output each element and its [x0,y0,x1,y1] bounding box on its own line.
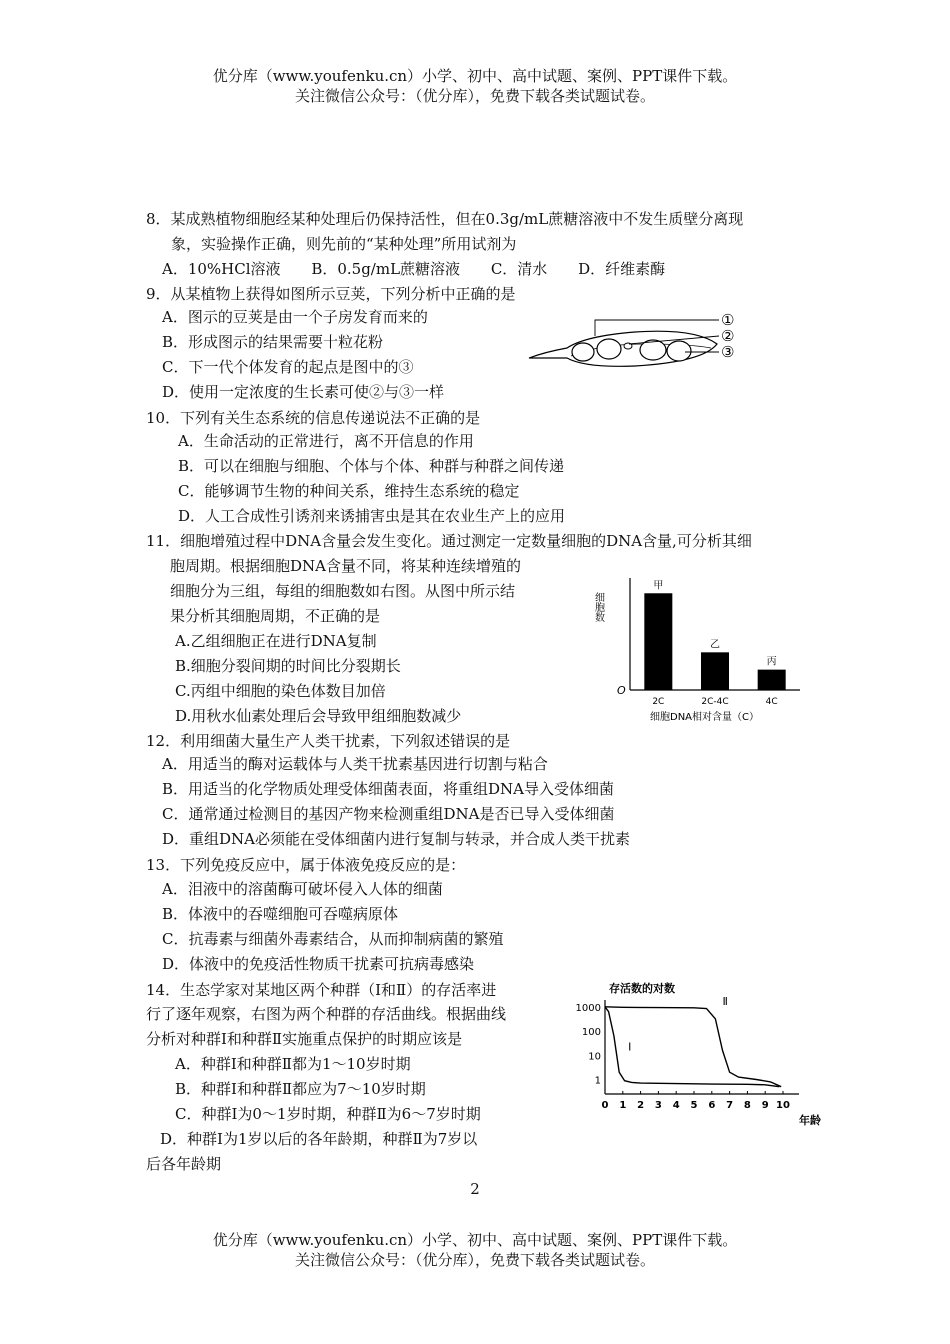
x-tick-label: 1 [619,1100,627,1111]
bar-chart-ylabel: 细胞数 [592,592,604,622]
pea-seed [572,343,594,361]
q13-option-d[interactable]: D．体液中的免疫活性物质干扰素可抗病毒感染 [162,955,475,973]
x-tick-label: 5 [690,1100,698,1111]
q11-stem-3: 细胞分为三组，每组的细胞数如右图。从图中所示结 [170,582,516,600]
q13-option-a[interactable]: A．泪液中的溶菌酶可破坏侵入人体的细菌 [162,880,443,898]
series-label-2: Ⅱ [722,994,728,1008]
q11-option-d[interactable]: D.用秋水仙素处理后会导致甲组细胞数减少 [175,707,462,725]
q8-options [162,258,691,279]
bar-chart-origin: O [617,684,626,697]
q12-option-a[interactable]: A．用适当的酶对运载体与人类干扰素基因进行切割与粘合 [162,755,548,773]
q13-option-b[interactable]: B．体液中的吞噬细胞可吞噬病原体 [162,905,399,923]
y-tick-label: 10 [588,1051,601,1063]
page-header [0,66,950,106]
pea-pod-figure [525,306,745,374]
q8-option-b[interactable]: B．0.5g/mL蔗糖溶液 [311,260,461,278]
q10-stem: 10．下列有关生态系统的信息传递说法不正确的是 [146,409,481,427]
q11-option-a[interactable]: A.乙组细胞正在进行DNA复制 [175,632,377,650]
q13-option-c[interactable]: C．抗毒素与细菌外毒素结合，从而抑制病菌的繁殖 [162,930,504,948]
q9-option-b[interactable]: B．形成图示的结果需要十粒花粉 [162,333,384,351]
survival-chart-ticks [576,1003,790,1111]
pea-seed [667,341,691,361]
bar-group-label: 甲 [653,580,664,592]
q9-option-c[interactable]: C．下一代个体发育的起点是图中的③ [162,358,414,376]
q14-option-b[interactable]: B．种群Ⅰ和种群Ⅱ都应为7～10岁时期 [175,1080,426,1098]
q11-stem-1: 11．细胞增殖过程中DNA含量会发生变化。通过测定一定数量细胞的DNA含量,可分析其细 [146,532,752,550]
q12-option-c[interactable]: C．通常通过检测目的基因产物来检测重组DNA是否已导入受体细菌 [162,805,615,823]
q8-option-c[interactable]: C．清水 [490,260,548,278]
bar-chart-marks [644,579,785,707]
dna-content-bar-chart [592,570,815,732]
bar-category-label: 2C [652,697,665,707]
survival-chart-xlabel: 年龄 [799,1114,821,1127]
q9-option-d[interactable]: D．使用一定浓度的生长素可使②与③一样 [162,383,445,401]
x-tick-label: 6 [708,1100,716,1111]
label-3: ③ [721,343,735,361]
bar-4C [758,670,786,690]
footer-line-1: 优分库（www.youfenku.cn）小学、初中、高中试题、案例、PPT课件下载。 [212,1231,738,1249]
q14-stem-2: 行了逐年观察，右图为两个种群的存活曲线。根据曲线 [146,1005,507,1023]
q14-option-c[interactable]: C．种群Ⅰ为0～1岁时期，种群Ⅱ为6～7岁时期 [175,1105,481,1123]
q11-stem-2: 胞周期。根据细胞DNA含量不同，将某种连续增殖的 [170,557,521,575]
series-label-1: Ⅰ [628,1040,632,1054]
q9-option-a[interactable]: A．图示的豆荚是由一个子房发育而来的 [162,308,428,326]
q11-option-c[interactable]: C.丙组中细胞的染色体数目加倍 [175,682,386,700]
bar-2C [644,593,672,690]
survival-chart-series [605,995,781,1087]
q11-stem-4: 果分析其细胞周期，不正确的是 [170,607,381,625]
x-tick-label: 9 [761,1100,769,1111]
pea-seed [597,339,621,359]
q12-option-d[interactable]: D．重组DNA必须能在受体细菌内进行复制与转录，并合成人类干扰素 [162,830,631,848]
page-number: 2 [470,1180,480,1198]
x-tick-label: 3 [654,1100,662,1111]
bar-group-label: 丙 [766,656,777,668]
y-tick-label: 1000 [575,1002,601,1014]
q14-option-d-line-2: 后各年龄期 [146,1155,222,1173]
q14-option-a[interactable]: A．种群Ⅰ和种群Ⅱ都为1～10岁时期 [175,1055,411,1073]
q9-stem: 9．从某植物上获得如图所示豆荚，下列分析中正确的是 [146,285,516,303]
q14-option-d-line-1[interactable]: D．种群Ⅰ为1岁以后的各年龄期，种群Ⅱ为7岁以 [160,1130,478,1148]
bar-group-label: 乙 [710,639,720,651]
q8-stem-1: 8．某成熟植物细胞经某种处理后仍保持活性，但在0.3g/mL蔗糖溶液中不发生质壁分离现 [146,210,744,228]
x-tick-label: 8 [743,1100,751,1111]
q10-option-a[interactable]: A．生命活动的正常进行，离不开信息的作用 [178,432,474,450]
bar-category-label: 4C [765,697,778,707]
q8-stem-2: 象，实验操作正确，则先前的“某种处理”所用试剂为 [171,235,517,253]
series-line-2 [605,1007,781,1087]
q10-option-c[interactable]: C．能够调节生物的种间关系，维持生态系统的稳定 [178,482,520,500]
header-line-1: 优分库（www.youfenku.cn）小学、初中、高中试题、案例、PPT课件下载。 [212,67,738,85]
page-footer [0,1230,950,1270]
q14-stem-1: 14．生态学家对某地区两个种群（Ⅰ和Ⅱ）的存活率进 [146,981,497,999]
q12-stem: 12．利用细菌大量生产人类干扰素，下列叙述错误的是 [146,732,511,750]
label-1: ① [721,311,735,329]
x-tick-label: 2 [637,1100,645,1111]
q13-stem: 13．下列免疫反应中，属于体液免疫反应的是： [146,856,466,874]
y-tick-label: 100 [581,1027,601,1039]
x-tick-label: 10 [776,1100,790,1111]
y-tick-label: 1 [594,1075,601,1087]
header-line-2: 关注微信公众号：（优分库），免费下载各类试题试卷。 [294,87,655,105]
label-2: ② [721,327,735,345]
x-tick-label: 7 [726,1100,734,1111]
survival-chart-ylabel: 存活数的对数 [609,982,675,995]
q12-option-b[interactable]: B．用适当的化学物质处理受体细菌表面，将重组DNA导入受体细菌 [162,780,615,798]
survival-curve-chart [577,976,827,1126]
bar-2C-4C [701,652,729,690]
q8-option-d[interactable]: D．纤维素酶 [578,260,666,278]
q8-option-a[interactable]: A．10%HCl溶液 [162,260,281,278]
footer-line-2: 关注微信公众号：（优分库），免费下载各类试题试卷。 [294,1251,655,1269]
x-tick-label: 0 [601,1100,609,1111]
q14-stem-3: 分析对种群Ⅰ和种群Ⅱ实施重点保护的时期应该是 [146,1030,463,1048]
bar-chart-xlabel: 细胞DNA相对含量（C） [650,712,760,723]
q10-option-d[interactable]: D．人工合成性引诱剂来诱捕害虫是其在农业生产上的应用 [178,507,566,525]
x-tick-label: 4 [672,1100,680,1111]
q10-option-b[interactable]: B．可以在细胞与细胞、个体与个体、种群与种群之间传递 [178,457,565,475]
q11-option-b[interactable]: B.细胞分裂间期的时间比分裂期长 [175,657,401,675]
bar-category-label: 2C-4C [701,697,729,707]
